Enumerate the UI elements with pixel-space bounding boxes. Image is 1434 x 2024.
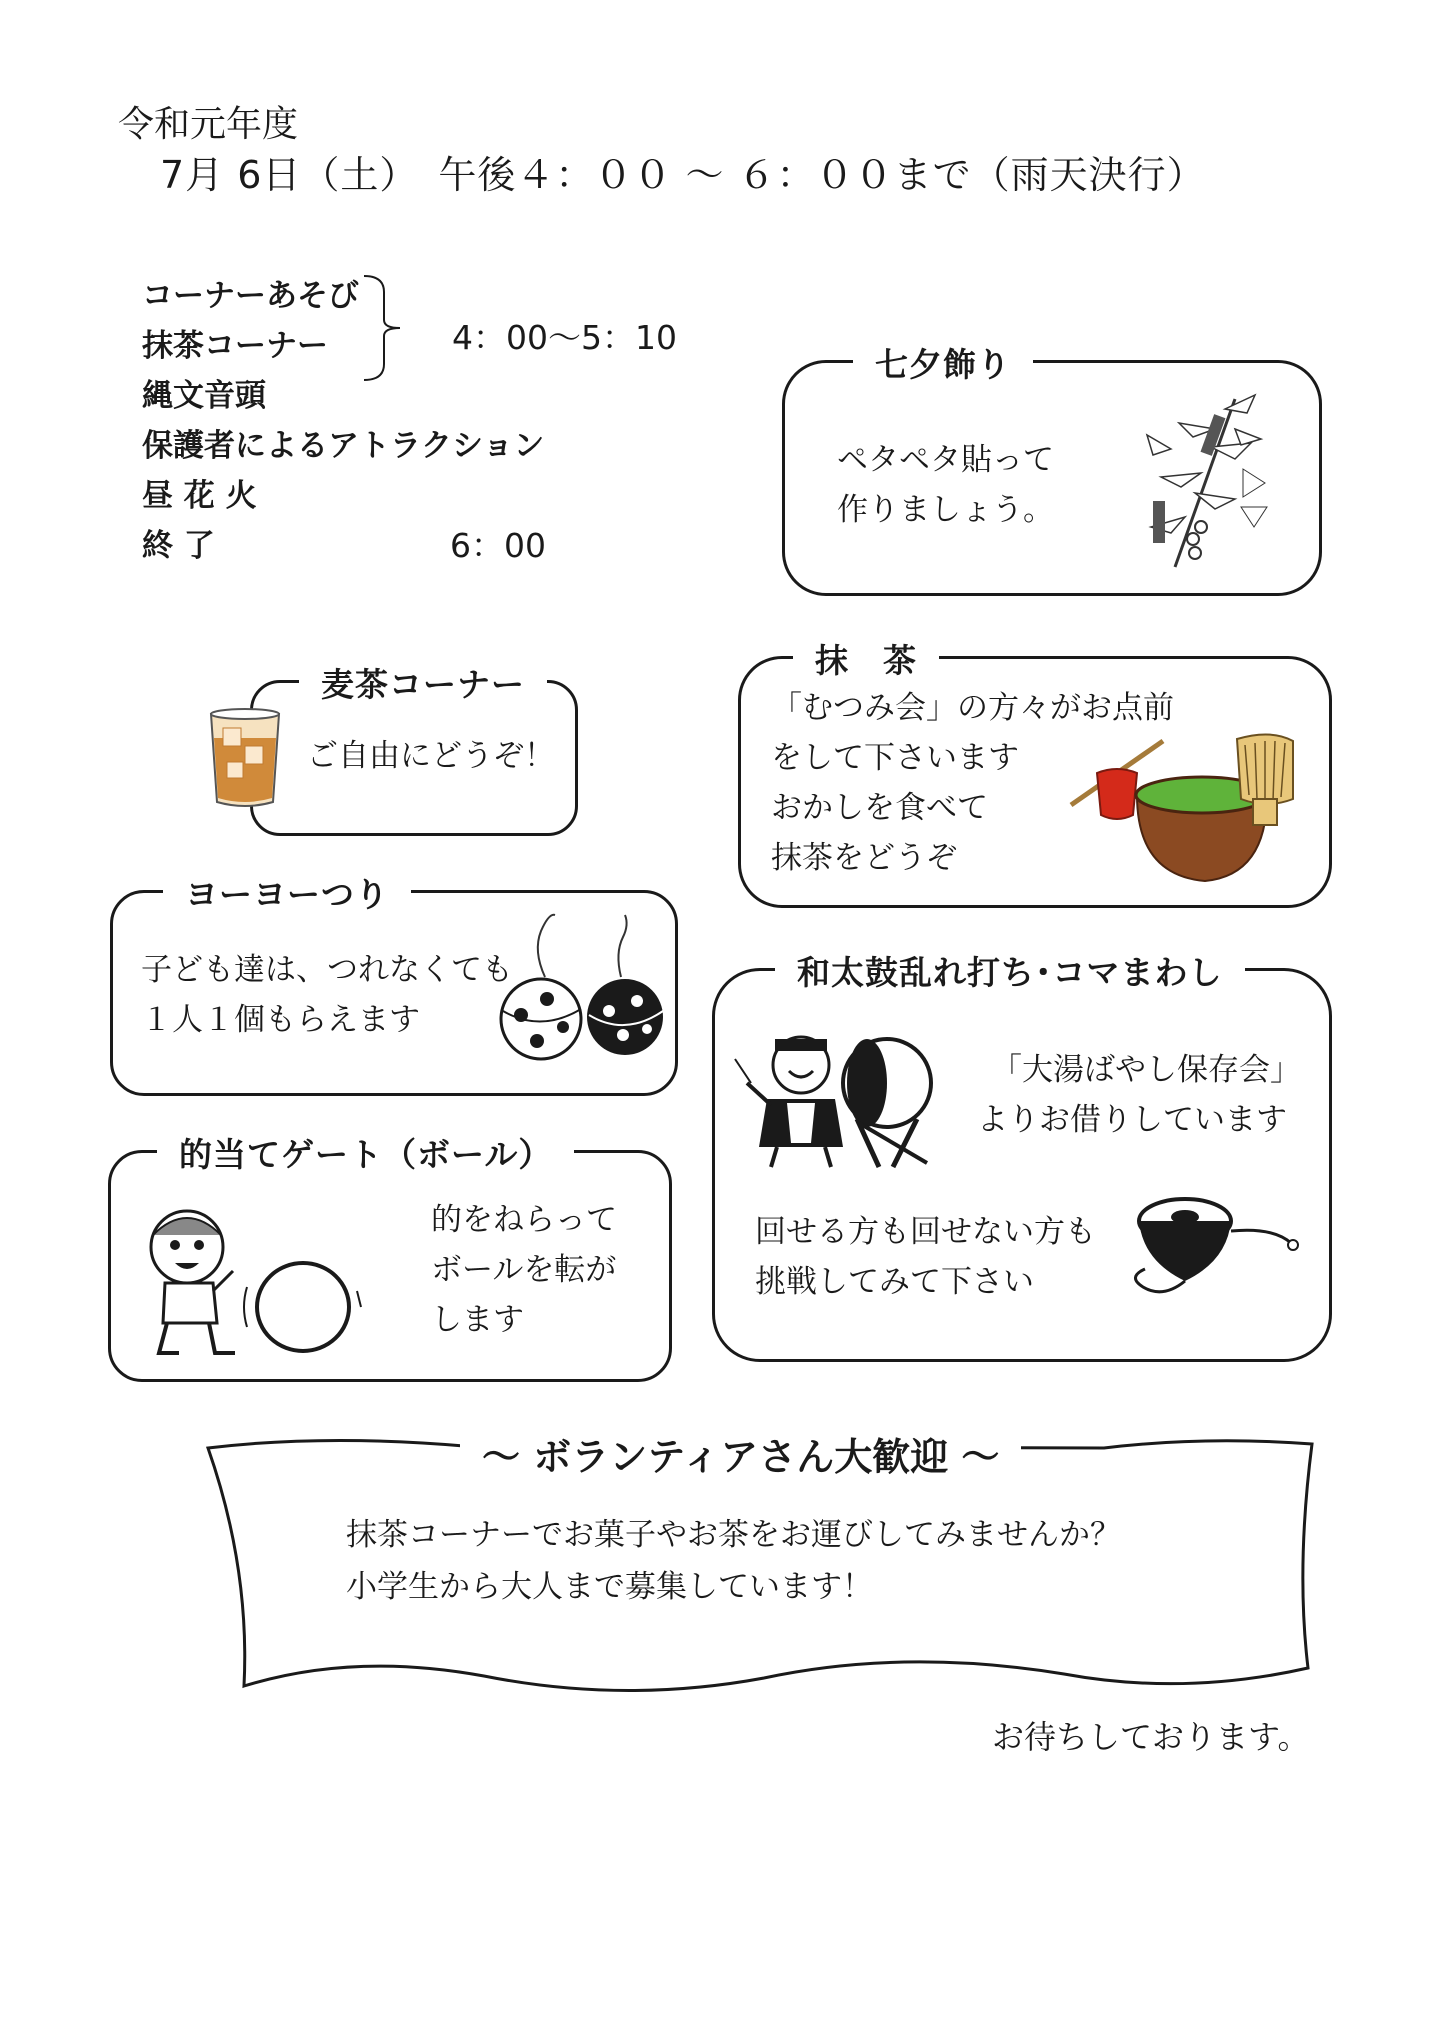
iced-tea-glass-icon [205,706,285,810]
matcha-title: 抹 茶 [793,635,939,682]
tanabata-line: ペタペタ貼って [837,442,1054,478]
schedule-end-time: 6：00 [450,526,546,565]
taiko-line: 「大湯ばやし保存会」 [991,1052,1301,1088]
water-balloon-icon [497,911,669,1069]
matcha-line: 抹茶をどうぞ [771,840,957,876]
taiko-title: 和太鼓乱れ打ち･コマまわし [775,947,1245,994]
yoyo-line: １人１個もらえます [141,1002,420,1038]
boy-rolling-ball-icon [135,1195,365,1365]
target-line: します [431,1302,524,1338]
mugicha-box [250,665,578,836]
spinning-top-icon [1123,1191,1303,1301]
event-date-time: 7月 6日（土） 午後４：００ ～ ６：００まで（雨天決行） [160,153,1206,197]
schedule-item: 昼 花 火 [142,478,257,514]
target-box [108,1135,672,1382]
taiko-drummer-icon [727,1019,957,1169]
target-title: 的当てゲート（ボール） [157,1129,574,1176]
mugicha-title: 麦茶コーナー [299,659,547,706]
tanabata-line: 作りましょう。 [837,492,1054,528]
matcha-line: をして下さいます [771,740,1019,776]
koma-line: 回せる方も回せない方も [755,1214,1096,1250]
target-line: ボールを転が [431,1252,617,1288]
matcha-bowl-icon [1067,735,1307,895]
bamboo-decoration-icon [1115,389,1275,569]
volunteer-line: 小学生から大人まで募集しています！ [346,1569,873,1605]
matcha-line: おかしを食べて [771,790,988,826]
target-line: 的をねらって [431,1202,617,1238]
schedule-item: 縄文音頭 [142,378,266,414]
tanabata-title: 七夕飾り [853,339,1033,386]
yoyo-title: ヨーヨーつり [163,869,411,916]
closing-message: お待ちしております。 [992,1718,1310,1756]
taiko-line: よりお借りしています [977,1102,1287,1138]
taiko-box [712,953,1332,1362]
matcha-box [738,641,1332,908]
schedule-item: 抹茶コーナー [142,328,328,364]
schedule-item: コーナーあそび [142,278,359,314]
koma-line: 挑戦してみて下さい [755,1264,1034,1300]
bracket-icon [360,272,420,382]
yoyo-box [110,875,678,1096]
yoyo-line: 子ども達は、つれなくても [141,952,513,988]
mugicha-text: ご自由にどうぞ！ [307,738,555,774]
schedule-item: 保護者によるアトラクション [142,428,545,464]
schedule-group-time: 4：00～5：10 [452,318,677,357]
matcha-line: 「むつみ会」の方々がお点前 [771,690,1174,726]
fiscal-year: 令和元年度 [118,104,299,145]
volunteer-title: ～ ボランティアさん大歓迎 ～ [460,1426,1021,1481]
volunteer-line: 抹茶コーナーでお菓子やお茶をお運びしてみませんか？ [346,1517,1121,1553]
schedule-item: 終 了 [142,528,215,564]
tanabata-box [782,345,1322,596]
